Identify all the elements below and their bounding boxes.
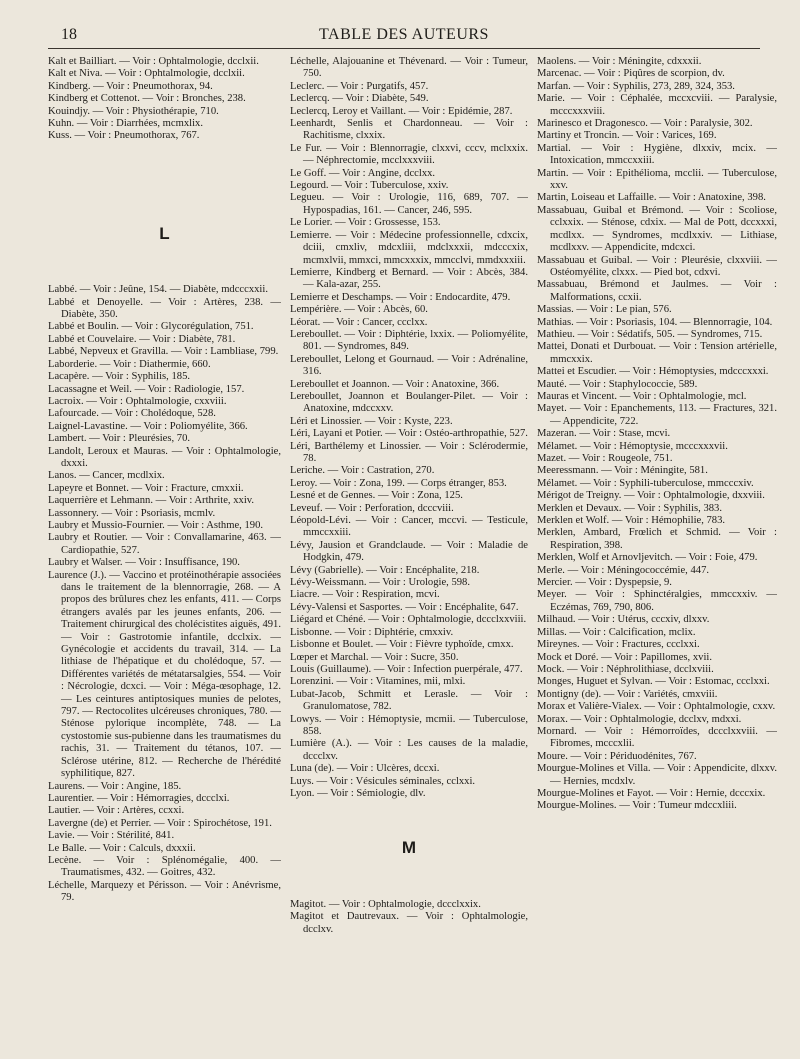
index-entry: Lereboullet et Joannon. — Voir : Anatoxine, 366.	[290, 378, 500, 390]
index-entry: Martiny et Troncin. — Voir : Varices, 169.	[537, 130, 717, 142]
index-entry: Laurence (J.). — Vaccino et protéinothérapie associées dans le traitement de la blennorragie, 268. — A propos des brûlures chez les enfants, 411. — Corps étrangers avalés par les jeunes enfants, 206. — Traitement chirurgical des cholécistites aiguës, 491. — Voir : Gastrotomie infantile, dcclxix. — Gynécologie et accidents du travail, 314. — La lithiase de l'hépatique et du cholédoque, 57. — Différentes variétés de métatarsalgies, 554. — Voir : Nécrologie, dcxci. — Voir : Méga-œsophage, 12. — Les ceintures antiptosiques munies de pelotes, 797. — Rectocolites ulcéreuses chroniques, 780. — Sténose pylorique incomplète, 748. — La cystostomie sus-pubienne dans les traumatismes du rachis, 31. — Traitement du tétanos, 107. — Sclérose utérine, 812. — Recherche de l'hérédité syphilitique, 827.	[48, 569, 281, 780]
index-entry: Martial. — Voir : Hygiène, dlxxiv, mcix. — Intoxication, mmccxxiii.	[537, 142, 777, 167]
index-entry: Lautier. — Voir : Artères, ccxxi.	[48, 805, 185, 817]
index-entry: Monges, Huguet et Sylvan. — Voir : Estomac, ccclxxi.	[537, 676, 770, 688]
index-entry: Labbé et Boulin. — Voir : Glycorégulation, 751.	[48, 321, 254, 333]
index-entry: Mourgue-Molines et Villa. — Voir : Appendicite, dlxxv. — Hernies, mcdxlv.	[537, 763, 777, 787]
index-entry: Kuhn. — Voir : Diarrhées, mcmxlix.	[48, 118, 203, 130]
index-entry: Marinesco et Dragonesco. — Voir : Paralysie, 302.	[537, 118, 753, 130]
index-entry: Mayet. — Voir : Epanchements, 113. — Fractures, 321. — Appendicite, 722.	[537, 403, 777, 427]
index-entry: Lacassagne et Weil. — Voir : Radiologie, 157.	[48, 383, 245, 395]
index-entry: Leclercq, Leroy et Vaillant. — Voir : Epidémie, 287.	[290, 105, 513, 117]
index-entry: Lemierre. — Voir : Médecine professionnelle, cdxcix, dciii, cmxliv, mdcxliii, mdclxxxii, mdcccxix, mcmxlvii, mmxci, mmcxxxix, mmcclvi, mmdxxxiii.	[290, 229, 528, 266]
index-entry: Leroy. — Voir : Zona, 199. — Corps étranger, 853.	[290, 477, 507, 489]
index-entry: Lubat-Jacob, Schmitt et Lerasle. — Voir : Granulomatose, 782.	[290, 688, 528, 713]
index-entry: Meyer. — Voir : Sphinctéralgies, mmccxxiv. — Eczémas, 769, 790, 806.	[537, 589, 777, 613]
index-entry: Mattei et Escudier. — Voir : Hémoptysies, mdcccxxxi.	[537, 366, 769, 378]
index-entry: Lesné et de Gennes. — Voir : Zona, 125.	[290, 490, 463, 502]
index-entry: Leclerc. — Voir : Purgatifs, 457.	[290, 80, 429, 92]
section-letter: M	[401, 838, 417, 858]
index-entry: Lafourcade. — Voir : Cholédoque, 528.	[48, 408, 216, 420]
index-entry: Massabuau, Brémond et Jaulmes. — Voir : Malformations, ccxii.	[537, 279, 777, 303]
index-entry: Kouindjy. — Voir : Physiothérapie, 710.	[48, 105, 219, 117]
index-entry: Laubry et Routier. — Voir : Convallamarine, 463. — Cardiopathie, 527.	[48, 532, 281, 556]
index-entry: Labbé et Couvelaire. — Voir : Diabète, 781.	[48, 333, 236, 345]
index-entry: Massabuau et Guibal. — Voir : Pleurésie, clxxviii. — Ostéomyélite, clxxx. — Pied bot, cdxvi.	[537, 254, 777, 278]
index-entry: Lorenzini. — Voir : Vitamines, mii, mlxi.	[290, 676, 466, 688]
index-entry: Leenhardt, Senlis et Chardonneau. — Voir : Rachitisme, clxxix.	[290, 118, 528, 142]
index-entry: Millas. — Voir : Calcification, mclix.	[537, 626, 696, 638]
index-entry: Lacroix. — Voir : Ophtalmologie, cxxviii.	[48, 395, 227, 407]
index-entry: Laubry et Mussio-Fournier. — Voir : Asthme, 190.	[48, 519, 264, 531]
index-entry: Mélamet. — Voir : Syphili-tuberculose, mmcccxiv.	[537, 477, 754, 489]
index-entry: Mauté. — Voir : Staphylococcie, 589.	[537, 378, 698, 390]
index-entry: Lambert. — Voir : Pleurésies, 70.	[48, 433, 191, 445]
index-entry: Lempérière. — Voir : Abcès, 60.	[290, 304, 428, 316]
index-entry: Léri et Linossier. — Voir : Kyste, 223.	[290, 415, 453, 427]
index-entry: Laborderie. — Voir : Diathermie, 660.	[48, 358, 211, 370]
index-entry: Léri, Layani et Potier. — Voir : Ostéo-arthropathie, 527.	[290, 428, 528, 440]
index-entry: Lemierre, Kindberg et Bernard. — Voir : Abcès, 384. — Kala-azar, 255.	[290, 266, 528, 291]
index-entry: Laubry et Walser. — Voir : Insuffisance, 190.	[48, 557, 240, 569]
index-entry: Le Lorier. — Voir : Grossesse, 153.	[290, 217, 441, 229]
index-entry: Merklen et Wolf. — Voir : Hémophilie, 783.	[537, 515, 726, 527]
page-number: 18	[61, 26, 77, 43]
index-entry: Mathieu. — Voir : Sédatifs, 505. — Syndromes, 715.	[537, 328, 763, 340]
index-entry: Leriche. — Voir : Castration, 270.	[290, 465, 435, 477]
index-entry: Laurentier. — Voir : Hémorragies, dccclxi.	[48, 792, 230, 804]
index-entry: Lereboullet. — Voir : Diphtérie, lxxix. — Poliomyélite, 801. — Syndromes, 849.	[290, 328, 528, 353]
index-entry: Le Goff. — Voir : Angine, dcclxx.	[290, 167, 436, 179]
index-entry: Lapeyre et Bonnet. — Voir : Fracture, cmxxii.	[48, 482, 244, 494]
index-entry: Lereboullet, Lelong et Gournaud. — Voir : Adrénaline, 316.	[290, 353, 528, 378]
index-entry: Merklen, Wolf et Arnovljevitch. — Voir : Foie, 479.	[537, 552, 758, 564]
header-rule	[48, 48, 760, 49]
index-entry: Mazeran. — Voir : Stase, mcvi.	[537, 428, 671, 440]
index-entry: Lisbonne et Boulet. — Voir : Fièvre typhoïde, cmxx.	[290, 639, 514, 651]
section-letter: L	[159, 223, 170, 243]
index-entry: Merklen et Devaux. — Voir : Syphilis, 383.	[537, 502, 722, 514]
page-title: TABLE DES AUTEURS	[319, 26, 489, 43]
index-entry: Kuss. — Voir : Pneumothorax, 767.	[48, 130, 200, 142]
index-entry: Lisbonne. — Voir : Diphtérie, cmxxiv.	[290, 626, 454, 638]
index-entry: Mattei, Donati et Durbouat. — Voir : Tension artérielle, mmcxxix.	[537, 341, 777, 365]
index-entry: Laignel-Lavastine. — Voir : Poliomyélite, 366.	[48, 420, 248, 432]
index-entry: Liacre. — Voir : Respiration, mcvi.	[290, 589, 440, 601]
index-entry: Lacapère. — Voir : Syphilis, 185.	[48, 371, 191, 383]
index-entry: Mock. — Voir : Néphrolithiase, dcclxviii.	[537, 663, 714, 675]
index-entry: Labbé, Nepveux et Gravilla. — Voir : Lambliase, 799.	[48, 346, 279, 358]
index-entry: Lemierre et Deschamps. — Voir : Endocardite, 479.	[290, 291, 511, 303]
index-entry: Lassonnery. — Voir : Psoriasis, mcmlv.	[48, 507, 216, 519]
index-entry: Léorat. — Voir : Cancer, ccclxx.	[290, 316, 428, 328]
index-entry: Le Balle. — Voir : Calculs, dxxxii.	[48, 842, 196, 854]
index-entry: Lévy, Jausion et Grandclaude. — Voir : Maladie de Hodgkin, 479.	[290, 539, 528, 564]
index-entry: Mireynes. — Voir : Fractures, ccclxxi.	[537, 639, 700, 651]
index-entry: Kalt et Bailliart. — Voir : Ophtalmologie, dcclxii.	[48, 56, 259, 67]
index-entry: Morax et Valière-Vialex. — Voir : Ophtalmologie, cxxv.	[537, 701, 776, 713]
index-entry: Lavie. — Voir : Stérilité, 841.	[48, 830, 175, 842]
index-entry: Mornard. — Voir : Hémorroïdes, dccclxxviii. — Fibromes, mcccxlii.	[537, 725, 777, 750]
index-entry: Meeressmann. — Voir : Méningite, 581.	[537, 465, 708, 477]
index-entry: Lowys. — Voir : Hémoptysie, mcmii. — Tuberculose, 858.	[290, 713, 528, 737]
column-2	[290, 56, 528, 1046]
index-entry: Massabuau, Guibal et Brémond. — Voir : Scoliose, cclxxix. — Sténose, cdxix. — Mal de Pott, dccxxxi, mcdlxx. — Syndromes, mcdlxxiv. — Lithiase, mcdlxxv. — Appendicite, mdcxci.	[537, 204, 777, 254]
index-entry: Léchelle, Alajouanine et Thévenard. — Voir : Tumeur, 750.	[290, 56, 528, 80]
index-entry: Mourgue-Molines et Fayot. — Voir : Hernie, dcccxix.	[537, 787, 766, 799]
index-entry: Leclercq. — Voir : Diabète, 549.	[290, 93, 429, 105]
index-entry: Léri, Barthélemy et Linossier. — Voir : Sclérodermie, 78.	[290, 440, 528, 464]
index-entry: Mourgue-Molines. — Voir : Tumeur mdccxliii.	[537, 800, 737, 812]
index-entry: Labbé et Denoyelle. — Voir : Artères, 238. — Diabète, 350.	[48, 296, 281, 321]
index-entry: Mathias. — Voir : Psoriasis, 104. — Blennorragie, 104.	[537, 316, 773, 328]
index-entry: Liégard et Chéné. — Voir : Ophtalmologie, dccclxxviii.	[290, 614, 527, 626]
index-entry: Merle. — Voir : Méningococcémie, 447.	[537, 564, 710, 576]
index-entry: Marcenac. — Voir : Piqûres de scorpion, dv.	[537, 68, 725, 80]
page-header	[48, 22, 760, 48]
index-entry: Mélamet. — Voir : Hémoptysie, mcccxxxvii.	[537, 440, 728, 452]
index-entry: Marie. — Voir : Céphalée, mccxcviii. — Paralysie, mcccxxxviii.	[537, 93, 777, 117]
index-entry: Louis (Guillaume). — Voir : Infection puerpérale, 477.	[290, 663, 523, 675]
index-entry: Merklen, Ambard, Frœlich et Schmid. — Voir : Respiration, 398.	[537, 527, 777, 551]
index-entry: Maolens. — Voir : Méningite, cdxxxii.	[537, 56, 702, 67]
index-entry: Milhaud. — Voir : Utérus, cccxiv, dlxxv.	[537, 614, 710, 626]
index-entry: Martin, Loiseau et Laffaille. — Voir : Anatoxine, 398.	[537, 192, 766, 204]
index-entry: Lanos. — Cancer, mcdlxix.	[48, 470, 165, 482]
index-entry: Luna (de). — Voir : Ulcères, dccxi.	[290, 763, 440, 775]
index-entry: Landolt, Leroux et Mauras. — Voir : Ophtalmologie, dxxxi.	[48, 445, 281, 469]
index-entry: Marfan. — Voir : Syphilis, 273, 289, 324, 353.	[537, 80, 735, 92]
index-entry: Lavergne (de) et Perrier. — Voir : Spirochétose, 191.	[48, 817, 272, 829]
index-entry: Magitot et Dautrevaux. — Voir : Ophtalmologie, dcclxv.	[290, 911, 528, 935]
index-entry: Kalt et Niva. — Voir : Ophtalmologie, dcclxii.	[48, 68, 245, 80]
index-entry: Lévy-Valensi et Sasportes. — Voir : Encéphalite, 647.	[290, 601, 519, 613]
index-entry: Kindberg. — Voir : Pneumothorax, 94.	[48, 80, 213, 92]
index-entry: Mock et Doré. — Voir : Papillomes, xvii.	[537, 651, 712, 663]
index-entry: Laquerrière et Lehmann. — Voir : Arthrite, xxiv.	[48, 495, 255, 507]
index-entry: Luys. — Voir : Vésicules séminales, cclxxi.	[290, 775, 476, 787]
index-entry: Lyon. — Voir : Sémiologie, dlv.	[290, 787, 426, 799]
index-entry: Kindberg et Cottenot. — Voir : Bronches, 238.	[48, 93, 246, 105]
index-entry: Labbé. — Voir : Jeûne, 154. — Diabète, mdcccxxii.	[48, 284, 268, 296]
index-entry: Lumière (A.). — Voir : Les causes de la maladie, dccclxv.	[290, 738, 528, 762]
index-entry: Massias. — Voir : Le pian, 576.	[537, 304, 672, 316]
index-entry: Moure. — Voir : Périduodénites, 767.	[537, 750, 697, 762]
index-entry: Léchelle, Marquezy et Périsson. — Voir : Anévrisme, 79.	[48, 879, 281, 904]
index-entry: Legourd. — Voir : Tuberculose, xxiv.	[290, 180, 449, 192]
index-entry: Legueu. — Voir : Urologie, 116, 689, 707. — Hypospadias, 161. — Cancer, 246, 595.	[290, 192, 528, 216]
index-entry: Mauras et Vincent. — Voir : Ophtalmologie, mcl.	[537, 390, 747, 402]
index-entry: Lœper et Marchal. — Voir : Sucre, 350.	[290, 651, 459, 663]
index-entry: Mérigot de Treigny. — Voir : Ophtalmologie, dxxviii.	[537, 490, 765, 502]
index-entry: Mazet. — Voir : Rougeole, 751.	[537, 453, 673, 464]
index-entry: Lereboullet, Joannon et Boulanger-Pilet. — Voir : Anatoxine, mdccxxv.	[290, 390, 528, 415]
index-entry: Lévy (Gabrielle). — Voir : Encéphalite, 218.	[290, 564, 480, 576]
column-1	[48, 56, 281, 1046]
index-entry: Mercier. — Voir : Dyspepsie, 9.	[537, 577, 672, 589]
index-entry: Léopold-Lévi. — Voir : Cancer, mccvi. — Testicule, mmccxxiii.	[290, 515, 528, 539]
index-entry: Montigny (de). — Voir : Variétés, cmxviii.	[537, 688, 718, 700]
index-entry: Laurens. — Voir : Angine, 185.	[48, 780, 182, 792]
index-entry: Martin. — Voir : Epithélioma, mcclii. — Tuberculose, xxv.	[537, 167, 777, 192]
index-entry: Le Fur. — Voir : Blennorragie, clxxvi, cccv, mclxxix. — Néphrectomie, mcclxxxviii.	[290, 142, 528, 167]
index-entry: Leveuf. — Voir : Perforation, dcccviii.	[290, 502, 454, 514]
index-entry: Lecène. — Voir : Splénomégalie, 400. — Traumatismes, 432. — Goitres, 432.	[48, 854, 281, 879]
index-entry: Morax. — Voir : Ophtalmologie, dcclxv, mdxxi.	[537, 713, 742, 725]
index-entry: Lévy-Weissmann. — Voir : Urologie, 598.	[290, 577, 471, 589]
index-entry: Magitot. — Voir : Ophtalmologie, dccclxxix.	[290, 898, 481, 910]
column-3	[537, 56, 777, 1046]
